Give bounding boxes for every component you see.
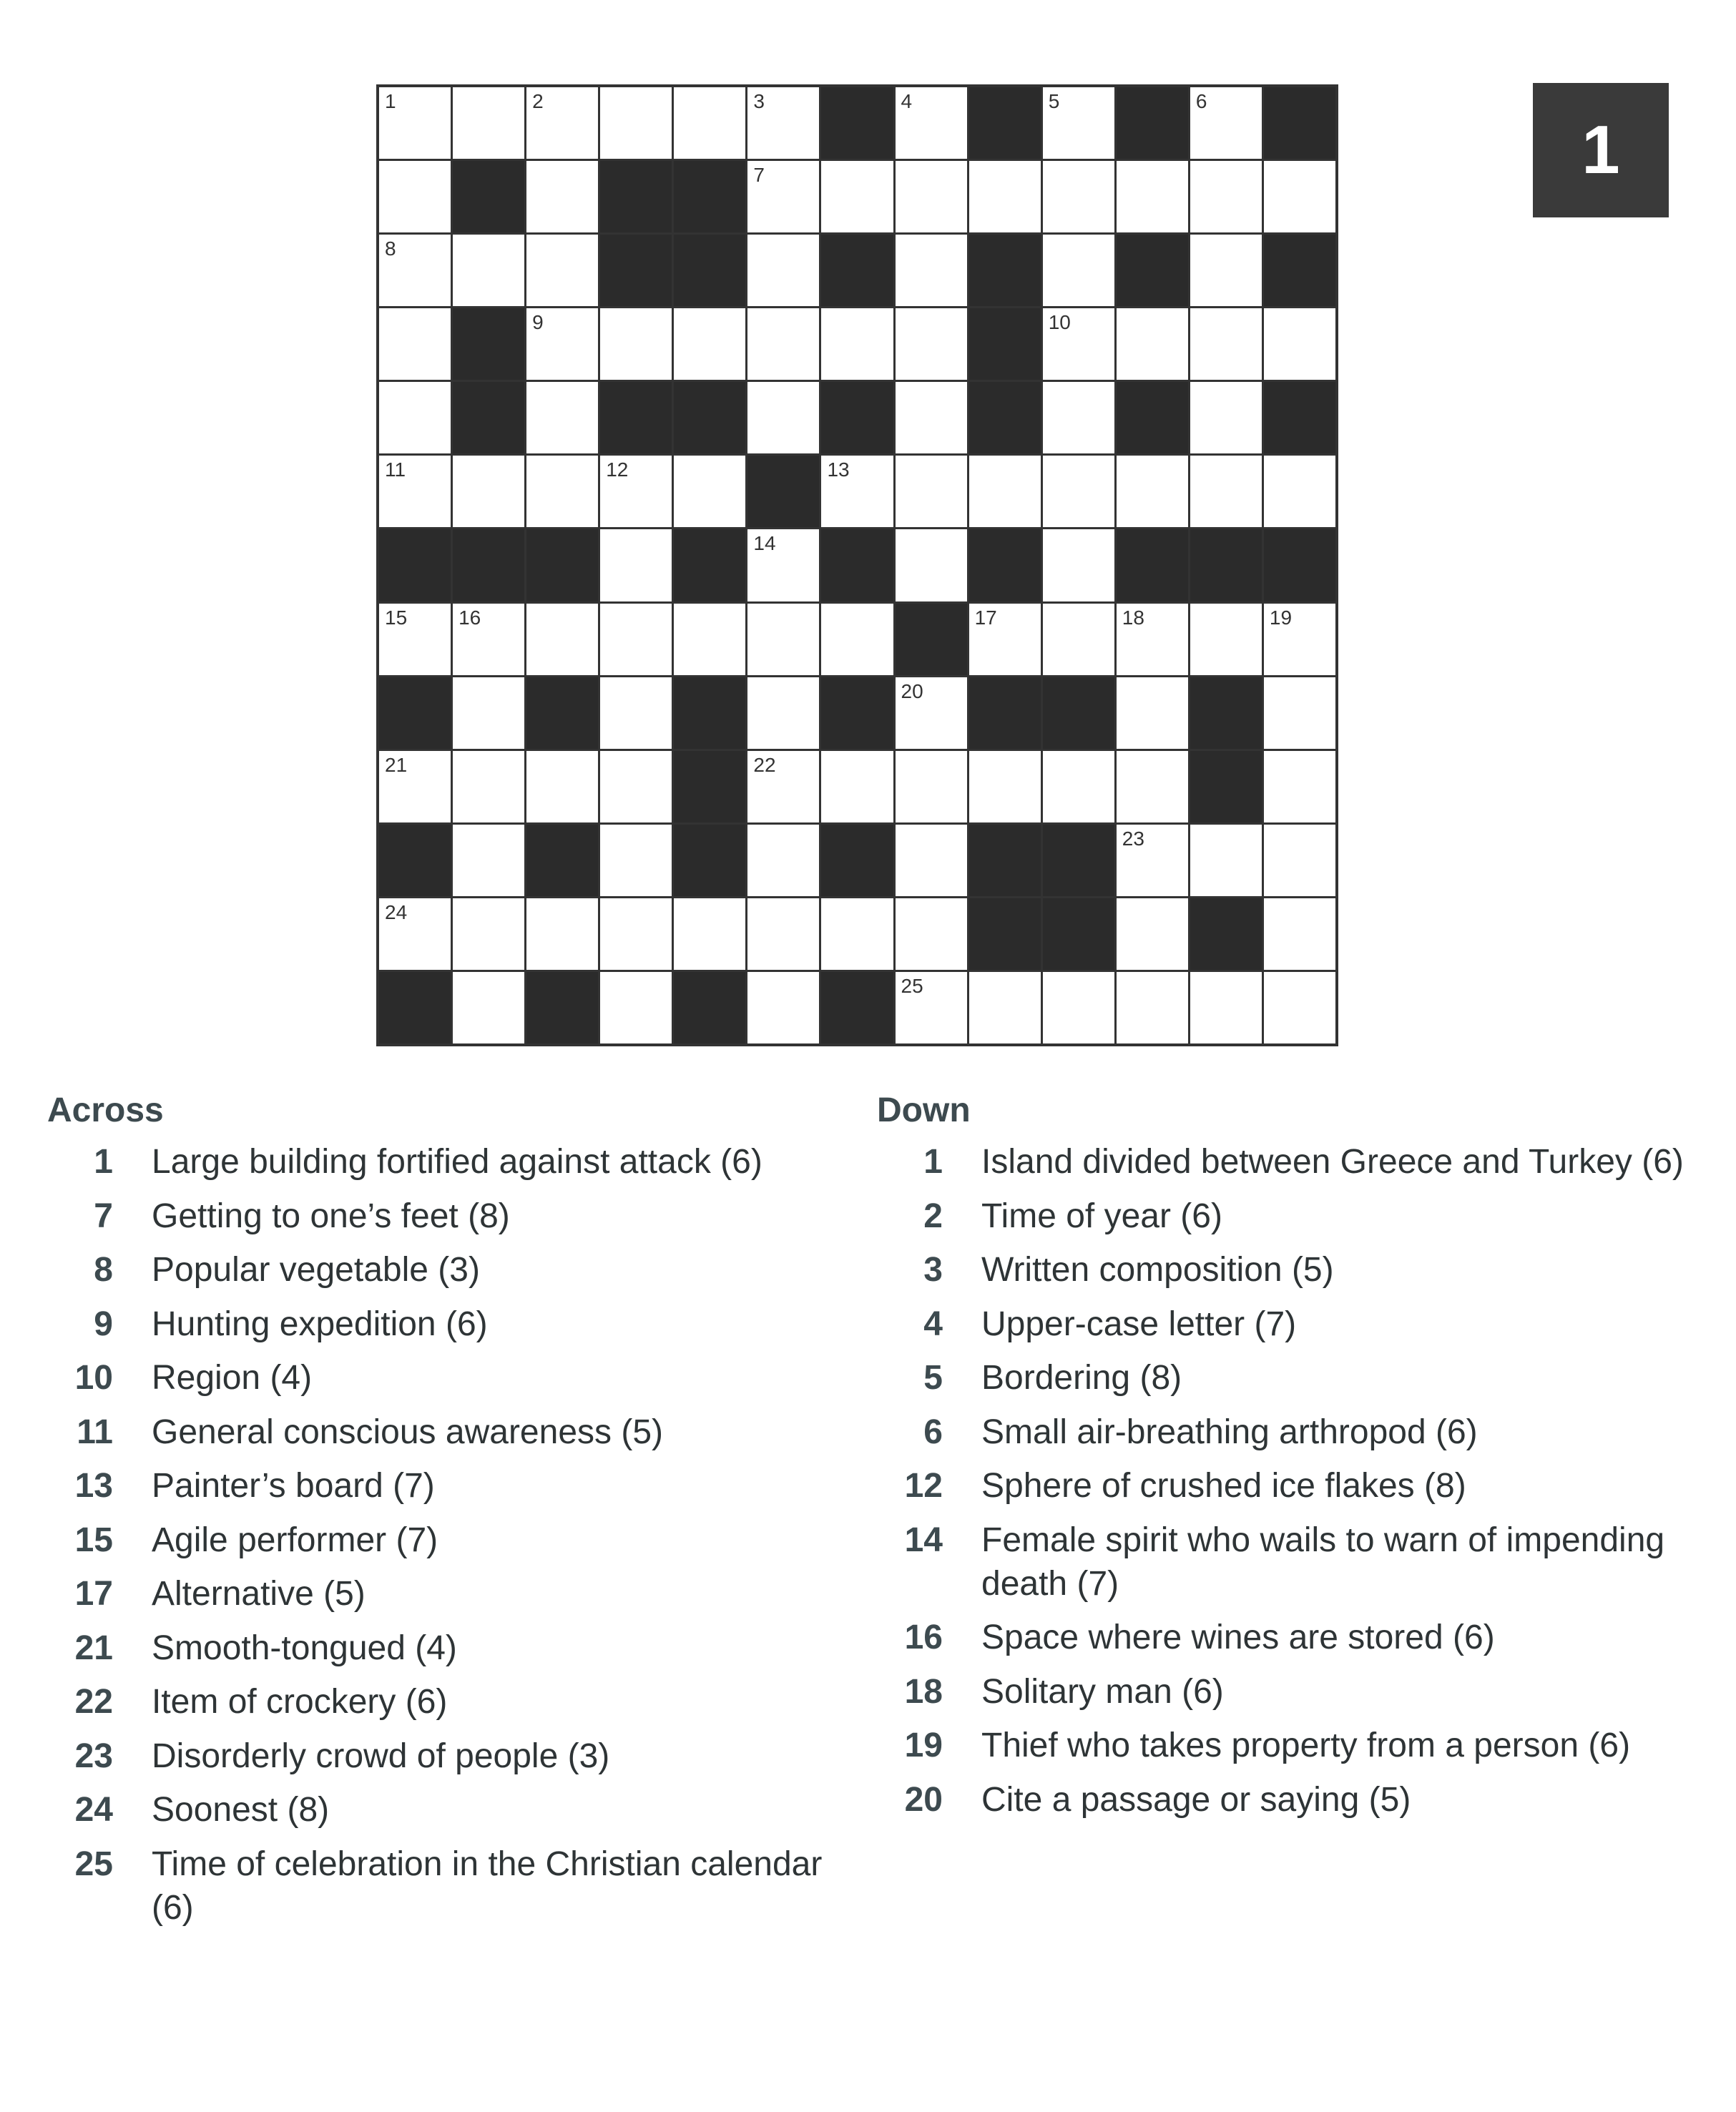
- down-clue: [877, 1356, 1700, 1400]
- clue-text: General conscious awareness (5): [152, 1413, 664, 1451]
- across-clue: [47, 1410, 848, 1454]
- clue-text: Island divided between Greece and Turkey (6): [981, 1143, 1684, 1181]
- clue-number: 18: [1122, 606, 1144, 629]
- grid-cell[interactable]: [453, 972, 524, 1043]
- grid-cell[interactable]: [747, 161, 819, 232]
- grid-cell[interactable]: [1264, 898, 1335, 970]
- grid-cell[interactable]: [1190, 308, 1262, 380]
- clue-number: 23: [74, 1737, 113, 1775]
- grid-cell[interactable]: [1190, 456, 1262, 527]
- puzzle-number-badge: 1: [1533, 83, 1669, 217]
- clue-text: Getting to one’s feet (8): [152, 1197, 510, 1235]
- clue-number: 1: [923, 1143, 943, 1181]
- clue-text: Time of celebration in the Christian calendar (6): [152, 1845, 823, 1927]
- grid-cell-black: [1043, 898, 1114, 970]
- grid-cell-black: [1264, 382, 1335, 453]
- grid-cell[interactable]: [453, 825, 524, 896]
- clue-text: Upper-case letter (7): [981, 1305, 1297, 1343]
- clue-text: Large building fortified against attack (6): [152, 1143, 762, 1181]
- clue-text: Female spirit who wails to warn of impending death (7): [981, 1521, 1665, 1603]
- grid-cell[interactable]: [526, 898, 598, 970]
- grid-cell-black: [821, 235, 893, 306]
- grid-cell[interactable]: [747, 529, 819, 601]
- grid-cell-black: [896, 604, 967, 675]
- grid-cell-black: [674, 972, 745, 1043]
- clue-number: 5: [1048, 90, 1060, 112]
- clue-number: 17: [974, 606, 997, 629]
- grid-cell[interactable]: [896, 972, 967, 1043]
- grid-cell[interactable]: [821, 161, 893, 232]
- grid-cell-black: [1043, 825, 1114, 896]
- grid-cell[interactable]: [747, 825, 819, 896]
- clue-number: 11: [385, 458, 406, 481]
- grid-cell[interactable]: [821, 898, 893, 970]
- grid-cell[interactable]: [1117, 677, 1188, 749]
- grid-cell[interactable]: [453, 87, 524, 159]
- clue-text: Thief who takes property from a person (6): [981, 1727, 1631, 1764]
- grid-cell-black: [969, 529, 1041, 601]
- grid-cell[interactable]: [1190, 382, 1262, 453]
- grid-cell[interactable]: [674, 898, 745, 970]
- clue-number: 24: [74, 1791, 113, 1829]
- clue-number: 4: [923, 1305, 943, 1343]
- across-clue: [47, 1302, 848, 1346]
- grid-cell-black: [379, 825, 451, 896]
- grid-cell[interactable]: [526, 308, 598, 380]
- grid-cell-black: [969, 235, 1041, 306]
- grid-cell[interactable]: [1043, 751, 1114, 822]
- grid-cell[interactable]: [747, 751, 819, 822]
- clue-number: 20: [901, 679, 923, 702]
- clue-number: 18: [904, 1672, 943, 1711]
- grid-cell[interactable]: [969, 456, 1041, 527]
- grid-cell-black: [1264, 529, 1335, 601]
- grid-cell[interactable]: [1043, 529, 1114, 601]
- grid-cell-black: [1190, 677, 1262, 749]
- grid-cell[interactable]: [1043, 382, 1114, 453]
- clue-text: Disorderly crowd of people (3): [152, 1737, 610, 1775]
- grid-cell[interactable]: [600, 456, 672, 527]
- grid-cell[interactable]: [821, 751, 893, 822]
- down-clue: [877, 1194, 1700, 1238]
- grid-cell-black: [821, 677, 893, 749]
- clue-number: 22: [753, 753, 776, 776]
- clue-number: 25: [901, 974, 923, 997]
- down-heading: Down: [877, 1091, 971, 1129]
- grid-cell[interactable]: [1264, 604, 1335, 675]
- grid-cell[interactable]: [1043, 87, 1114, 159]
- clue-number: 22: [74, 1683, 113, 1721]
- clue-number: 25: [74, 1845, 113, 1883]
- grid-cell[interactable]: [1117, 898, 1188, 970]
- grid-cell-black: [747, 456, 819, 527]
- across-clues: [47, 1091, 848, 1940]
- across-clue: [47, 1518, 848, 1562]
- clue-number: 11: [77, 1413, 113, 1451]
- across-clue: [47, 1788, 848, 1832]
- grid-cell[interactable]: [526, 87, 598, 159]
- grid-cell[interactable]: [379, 751, 451, 822]
- grid-cell[interactable]: [896, 751, 967, 822]
- grid-cell-black: [379, 529, 451, 601]
- clue-number: 1: [94, 1143, 113, 1181]
- grid-cell-black: [1190, 898, 1262, 970]
- grid-cell[interactable]: [674, 456, 745, 527]
- grid-cell[interactable]: [747, 235, 819, 306]
- clue-text: Alternative (5): [152, 1575, 366, 1613]
- grid-cell-black: [1117, 87, 1188, 159]
- clue-number: 7: [753, 164, 765, 187]
- grid-cell-black: [526, 677, 598, 749]
- clue-number: 21: [74, 1629, 113, 1667]
- grid-cell[interactable]: [379, 308, 451, 380]
- across-clue: [47, 1626, 848, 1670]
- grid-cell[interactable]: [1043, 308, 1114, 380]
- clue-number: 12: [904, 1467, 943, 1505]
- clue-number: 19: [904, 1727, 943, 1764]
- grid-cell[interactable]: [821, 308, 893, 380]
- clue-text: Hunting expedition (6): [152, 1305, 488, 1343]
- grid-cell-black: [453, 308, 524, 380]
- grid-cell[interactable]: [379, 87, 451, 159]
- clue-number: 6: [923, 1413, 943, 1451]
- grid-cell-black: [1117, 382, 1188, 453]
- grid-cell-black: [453, 382, 524, 453]
- grid-cell[interactable]: [1117, 751, 1188, 822]
- grid-cell-black: [1043, 677, 1114, 749]
- grid-cell[interactable]: [600, 308, 672, 380]
- grid-cell-black: [1117, 529, 1188, 601]
- clue-number: 13: [74, 1467, 113, 1505]
- down-clue: [877, 1302, 1700, 1346]
- grid-cell[interactable]: [1190, 825, 1262, 896]
- clue-text: Popular vegetable (3): [152, 1251, 480, 1289]
- grid-cell-black: [821, 87, 893, 159]
- grid-cell[interactable]: [969, 604, 1041, 675]
- grid-cell[interactable]: [821, 456, 893, 527]
- clue-number: 8: [94, 1251, 113, 1289]
- clue-number: 2: [923, 1197, 943, 1235]
- grid-cell-black: [526, 972, 598, 1043]
- clue-number: 23: [1122, 827, 1144, 850]
- grid-cell[interactable]: [1264, 825, 1335, 896]
- clue-number: 2: [532, 90, 544, 112]
- across-clue: [47, 1680, 848, 1724]
- grid-cell-black: [969, 87, 1041, 159]
- clue-number: 14: [753, 532, 776, 555]
- clue-text: Agile performer (7): [152, 1521, 438, 1559]
- down-clue: [877, 1410, 1700, 1454]
- grid-cell-black: [453, 161, 524, 232]
- across-clue: [47, 1356, 848, 1400]
- grid-cell-black: [821, 972, 893, 1043]
- grid-cell-black: [821, 825, 893, 896]
- grid-cell[interactable]: [896, 235, 967, 306]
- grid-cell-black: [674, 825, 745, 896]
- grid-cell[interactable]: [1043, 604, 1114, 675]
- grid-cell[interactable]: [747, 308, 819, 380]
- grid-cell[interactable]: [1043, 235, 1114, 306]
- grid-cell[interactable]: [1117, 604, 1188, 675]
- clue-text: Sphere of crushed ice flakes (8): [981, 1467, 1466, 1505]
- grid-cell[interactable]: [1117, 972, 1188, 1043]
- clue-number: 24: [385, 900, 408, 923]
- grid-cell[interactable]: [896, 456, 967, 527]
- grid-cell[interactable]: [1117, 825, 1188, 896]
- grid-cell-black: [600, 161, 672, 232]
- down-clue: [877, 1616, 1700, 1659]
- grid-cell-black: [1117, 235, 1188, 306]
- clue-number: 12: [606, 458, 629, 481]
- grid-cell[interactable]: [526, 382, 598, 453]
- clue-text: Cite a passage or saying (5): [981, 1780, 1411, 1819]
- grid-cell[interactable]: [600, 751, 672, 822]
- grid-cell[interactable]: [600, 898, 672, 970]
- grid-cell[interactable]: [747, 87, 819, 159]
- clue-number: 3: [923, 1251, 943, 1289]
- grid-cell-black: [526, 825, 598, 896]
- grid-cell-black: [600, 235, 672, 306]
- grid-cell-black: [674, 382, 745, 453]
- clue-number: 14: [904, 1521, 943, 1559]
- down-clue: [877, 1670, 1700, 1714]
- clue-number: 16: [458, 606, 481, 629]
- clue-number: 9: [532, 311, 544, 334]
- clue-number: 13: [827, 458, 850, 481]
- grid-cell[interactable]: [1264, 972, 1335, 1043]
- grid-cell[interactable]: [526, 161, 598, 232]
- grid-cell[interactable]: [1264, 456, 1335, 527]
- grid-cell-black: [674, 529, 745, 601]
- clue-number: 19: [1269, 606, 1293, 629]
- grid-cell-black: [969, 382, 1041, 453]
- clue-text: Soonest (8): [152, 1791, 330, 1829]
- grid-cell[interactable]: [453, 751, 524, 822]
- grid-cell[interactable]: [1117, 308, 1188, 380]
- grid-cell[interactable]: [969, 751, 1041, 822]
- down-clue: [877, 1778, 1700, 1822]
- grid-cell[interactable]: [747, 972, 819, 1043]
- grid-cell[interactable]: [379, 161, 451, 232]
- grid-cell[interactable]: [674, 604, 745, 675]
- clue-text: Bordering (8): [981, 1359, 1182, 1397]
- down-clues: [877, 1091, 1700, 1832]
- grid-cell[interactable]: [1264, 161, 1335, 232]
- grid-cell[interactable]: [1190, 604, 1262, 675]
- clue-number: 20: [904, 1780, 943, 1819]
- grid-cell-black: [821, 529, 893, 601]
- clue-number: 8: [385, 237, 396, 260]
- grid-cell-black: [1190, 751, 1262, 822]
- clue-text: Time of year (6): [981, 1197, 1222, 1235]
- grid-cell[interactable]: [1264, 677, 1335, 749]
- clue-text: Space where wines are stored (6): [981, 1619, 1495, 1656]
- grid-cell[interactable]: [453, 677, 524, 749]
- grid-cell[interactable]: [1190, 972, 1262, 1043]
- down-clue: [877, 1518, 1700, 1606]
- grid-cell[interactable]: [821, 604, 893, 675]
- clue-text: Item of crockery (6): [152, 1683, 448, 1721]
- grid-cell[interactable]: [896, 898, 967, 970]
- down-clue: [877, 1140, 1700, 1184]
- grid-cell[interactable]: [896, 825, 967, 896]
- grid-cell[interactable]: [600, 677, 672, 749]
- clue-number: 10: [1048, 311, 1071, 334]
- grid-cell-black: [969, 308, 1041, 380]
- clue-number: 1: [385, 90, 396, 112]
- grid-cell[interactable]: [379, 604, 451, 675]
- grid-cell[interactable]: [674, 87, 745, 159]
- grid-cell[interactable]: [453, 456, 524, 527]
- across-heading: Across: [47, 1091, 164, 1129]
- grid-cell[interactable]: [1190, 235, 1262, 306]
- clue-number: 17: [74, 1575, 113, 1613]
- grid-cell-black: [674, 235, 745, 306]
- across-clue: [47, 1140, 848, 1184]
- grid-cell-black: [453, 529, 524, 601]
- grid-cell[interactable]: [896, 529, 967, 601]
- grid-cell[interactable]: [1043, 456, 1114, 527]
- clue-text: Region (4): [152, 1359, 313, 1397]
- grid-cell[interactable]: [526, 604, 598, 675]
- grid-cell[interactable]: [896, 382, 967, 453]
- grid-cell[interactable]: [747, 677, 819, 749]
- grid-cell[interactable]: [896, 87, 967, 159]
- across-clue: [47, 1464, 848, 1508]
- grid-cell[interactable]: [600, 87, 672, 159]
- across-clue: [47, 1842, 848, 1930]
- grid-cell[interactable]: [1117, 161, 1188, 232]
- clue-text: Small air-breathing arthropod (6): [981, 1413, 1478, 1451]
- grid-cell[interactable]: [1117, 456, 1188, 527]
- grid-cell[interactable]: [1264, 308, 1335, 380]
- grid-cell-black: [1190, 529, 1262, 601]
- down-clue: [877, 1464, 1700, 1508]
- grid-cell[interactable]: [969, 972, 1041, 1043]
- grid-cell-black: [526, 529, 598, 601]
- grid-cell[interactable]: [526, 751, 598, 822]
- grid-cell-black: [1264, 87, 1335, 159]
- grid-cell[interactable]: [896, 161, 967, 232]
- across-clue: [47, 1734, 848, 1778]
- crossword-grid: [376, 84, 1338, 1046]
- grid-cell[interactable]: [747, 604, 819, 675]
- clue-text: Painter’s board (7): [152, 1467, 435, 1505]
- grid-cell[interactable]: [1190, 87, 1262, 159]
- clue-text: Written composition (5): [981, 1251, 1334, 1289]
- clue-number: 6: [1195, 90, 1207, 112]
- clue-number: 4: [901, 90, 913, 112]
- grid-cell-black: [674, 751, 745, 822]
- grid-cell[interactable]: [1264, 751, 1335, 822]
- grid-cell-black: [600, 382, 672, 453]
- grid-cell-black: [674, 677, 745, 749]
- grid-cell[interactable]: [896, 308, 967, 380]
- grid-cell-black: [1264, 235, 1335, 306]
- grid-cell[interactable]: [1043, 161, 1114, 232]
- grid-cell[interactable]: [379, 456, 451, 527]
- grid-cell[interactable]: [453, 898, 524, 970]
- grid-cell[interactable]: [674, 308, 745, 380]
- grid-cell-black: [379, 972, 451, 1043]
- grid-cell[interactable]: [526, 235, 598, 306]
- across-clue: [47, 1572, 848, 1616]
- clue-number: 9: [94, 1305, 113, 1343]
- grid-cell[interactable]: [453, 235, 524, 306]
- clue-number: 5: [923, 1359, 943, 1397]
- grid-cell-black: [969, 825, 1041, 896]
- grid-cell[interactable]: [896, 677, 967, 749]
- grid-cell[interactable]: [747, 898, 819, 970]
- clue-number: 16: [904, 1619, 943, 1656]
- grid-cell[interactable]: [1190, 161, 1262, 232]
- grid-cell[interactable]: [453, 604, 524, 675]
- grid-cell[interactable]: [600, 972, 672, 1043]
- clue-number: 15: [385, 606, 408, 629]
- grid-cell[interactable]: [600, 604, 672, 675]
- grid-cell-black: [969, 898, 1041, 970]
- clue-number: 7: [94, 1197, 113, 1235]
- grid-cell[interactable]: [379, 235, 451, 306]
- across-clue: [47, 1194, 848, 1238]
- grid-cell[interactable]: [747, 382, 819, 453]
- grid-cell-black: [379, 677, 451, 749]
- grid-cell[interactable]: [379, 382, 451, 453]
- grid-cell-black: [674, 161, 745, 232]
- clue-number: 10: [74, 1359, 113, 1397]
- grid-cell[interactable]: [600, 529, 672, 601]
- grid-cell-black: [821, 382, 893, 453]
- grid-cell[interactable]: [379, 898, 451, 970]
- grid-cell-black: [969, 677, 1041, 749]
- down-clue: [877, 1248, 1700, 1292]
- down-clue: [877, 1724, 1700, 1767]
- grid-cell[interactable]: [526, 456, 598, 527]
- clue-number: 3: [753, 90, 765, 112]
- clue-text: Solitary man (6): [981, 1672, 1224, 1711]
- grid-cell[interactable]: [600, 825, 672, 896]
- grid-cell[interactable]: [1043, 972, 1114, 1043]
- grid-cell[interactable]: [969, 161, 1041, 232]
- clue-number: 15: [74, 1521, 113, 1559]
- clue-text: Smooth-tongued (4): [152, 1629, 457, 1667]
- clue-number: 21: [385, 753, 408, 776]
- across-clue: [47, 1248, 848, 1292]
